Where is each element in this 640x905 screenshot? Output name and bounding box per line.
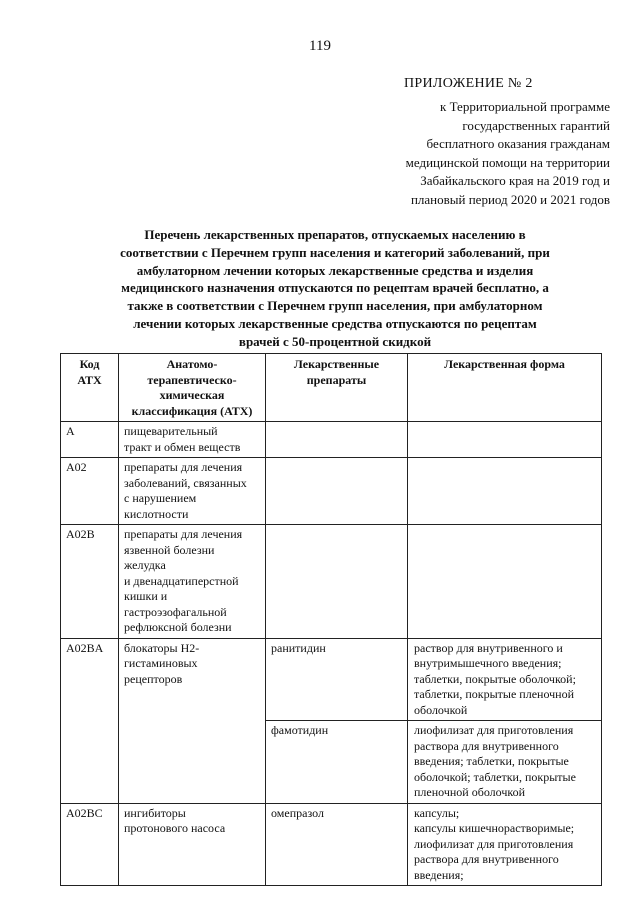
header-drugs bbox=[266, 354, 408, 422]
form-line: внутримышечного введения; bbox=[414, 656, 562, 670]
cell-drug: ранитидин bbox=[266, 638, 408, 721]
classification-line: гастроэзофагальной bbox=[124, 604, 227, 619]
classification-line: гистаминовых bbox=[124, 656, 198, 670]
classification-line: с нарушением bbox=[124, 491, 197, 505]
form-line: раствора для внутривенного bbox=[414, 738, 559, 753]
appendix-subtitle-line: к Территориальной программе bbox=[440, 99, 610, 114]
classification-line: язвенной болезни bbox=[124, 542, 215, 557]
classification-line: препараты для лечения bbox=[124, 527, 243, 541]
form-line: введения; таблетки, покрытые bbox=[414, 754, 569, 768]
appendix-subtitle-line: государственных гарантий bbox=[462, 117, 610, 133]
table-row bbox=[61, 422, 602, 458]
form-line: капсулы кишечнорастворимые; bbox=[414, 821, 575, 835]
heading-line: лечении которых лекарственные средства отпускаются по рецептам bbox=[133, 315, 537, 331]
appendix-subtitle-line: Забайкальского края на 2019 год и bbox=[420, 173, 610, 188]
header-form bbox=[408, 354, 602, 422]
classification-line: пищеварительный bbox=[124, 424, 218, 438]
form-line: пленочной оболочкой bbox=[414, 785, 526, 799]
header-classification-line: классификация (АТХ) bbox=[131, 403, 253, 418]
cell-code: А bbox=[61, 422, 119, 458]
cell-classification bbox=[119, 458, 266, 525]
form-line: лиофилизат для приготовления bbox=[414, 723, 574, 737]
form-line: таблетки, покрытые оболочкой; bbox=[414, 671, 576, 686]
cell-drug bbox=[266, 422, 408, 458]
header-form-line: Лекарственная форма bbox=[444, 357, 565, 371]
table-row bbox=[61, 458, 602, 525]
heading-line: соответствии с Перечнем групп населения и категорий заболеваний, при bbox=[120, 244, 550, 260]
appendix-title: ПРИЛОЖЕНИЕ № 2 bbox=[404, 76, 533, 91]
cell-form bbox=[408, 721, 602, 804]
document-heading bbox=[70, 226, 600, 351]
form-line: введения; bbox=[414, 867, 464, 882]
appendix-subtitle-line: плановый период 2020 и 2021 годов bbox=[410, 191, 610, 207]
form-line: оболочкой; таблетки, покрытые bbox=[414, 769, 576, 784]
form-line: раствор для внутривенного и bbox=[414, 640, 563, 655]
heading-line: также в соответствии с Перечнем групп населения, при амбулаторном bbox=[127, 298, 543, 314]
table-row bbox=[61, 803, 602, 886]
page-number: 119 bbox=[309, 38, 331, 54]
classification-line: желудка bbox=[124, 558, 166, 572]
header-classification-line: терапевтическо- bbox=[147, 372, 237, 387]
form-line: оболочкой bbox=[414, 702, 468, 717]
cell-drug bbox=[266, 458, 408, 525]
form-line: раствора для внутривенного bbox=[414, 852, 559, 866]
cell-classification bbox=[119, 525, 266, 639]
heading-line: Перечень лекарственных препаратов, отпускаемых населению в bbox=[144, 227, 526, 242]
classification-line: и двенадцатиперстной bbox=[124, 573, 239, 588]
header-classification-line: химическая bbox=[159, 388, 225, 402]
cell-classification bbox=[119, 803, 266, 886]
classification-line: кишки и bbox=[124, 589, 168, 603]
classification-line: рефлюксной болезни bbox=[124, 620, 232, 634]
classification-line: рецепторов bbox=[124, 671, 183, 686]
header-drugs-line: Лекарственные bbox=[293, 357, 380, 371]
form-line: лиофилизат для приготовления bbox=[414, 836, 574, 851]
classification-line: заболеваний, связанных bbox=[124, 475, 247, 490]
cell-code: A02BC bbox=[61, 803, 119, 886]
cell-classification bbox=[119, 638, 266, 803]
classification-line: протонового насоса bbox=[124, 821, 226, 835]
header-code-line: Код bbox=[79, 357, 100, 371]
table-row bbox=[61, 525, 602, 639]
heading-line: амбулаторном лечении которых лекарственные средства и изделия bbox=[136, 262, 534, 278]
classification-line: ингибиторы bbox=[124, 805, 186, 820]
classification-line: препараты для лечения bbox=[124, 460, 243, 474]
heading-line: врачей с 50-процентной скидкой bbox=[238, 333, 432, 349]
cell-form bbox=[408, 458, 602, 525]
header-code-line: АТХ bbox=[77, 372, 102, 387]
form-line: таблетки, покрытые пленочной bbox=[414, 687, 575, 701]
cell-form bbox=[408, 525, 602, 639]
cell-drug: омепразол bbox=[266, 803, 408, 886]
cell-code: A02BA bbox=[61, 638, 119, 803]
cell-code: А02В bbox=[61, 525, 119, 639]
cell-drug: фамотидин bbox=[266, 721, 408, 804]
cell-form bbox=[408, 638, 602, 721]
cell-drug bbox=[266, 525, 408, 639]
table-row bbox=[61, 638, 602, 721]
heading-line: медицинского назначения отпускаются по рецептам врачей бесплатно, а bbox=[121, 280, 549, 296]
drug-table bbox=[60, 353, 602, 886]
header-classification-line: Анатомо- bbox=[166, 357, 218, 371]
appendix-subtitle-line: бесплатного оказания гражданам bbox=[426, 136, 610, 151]
header-drugs-line: препараты bbox=[306, 372, 367, 387]
classification-line: блокаторы Н2- bbox=[124, 640, 200, 655]
table-header-row bbox=[61, 354, 602, 422]
cell-classification bbox=[119, 422, 266, 458]
form-line: капсулы; bbox=[414, 805, 460, 820]
cell-code: А02 bbox=[61, 458, 119, 525]
cell-form bbox=[408, 803, 602, 886]
header-classification bbox=[119, 354, 266, 422]
classification-line: кислотности bbox=[124, 506, 189, 521]
appendix-subtitle bbox=[318, 98, 610, 209]
header-code bbox=[61, 354, 119, 422]
appendix-subtitle-line: медицинской помощи на территории bbox=[405, 154, 610, 170]
cell-form bbox=[408, 422, 602, 458]
classification-line: тракт и обмен веществ bbox=[124, 439, 241, 454]
